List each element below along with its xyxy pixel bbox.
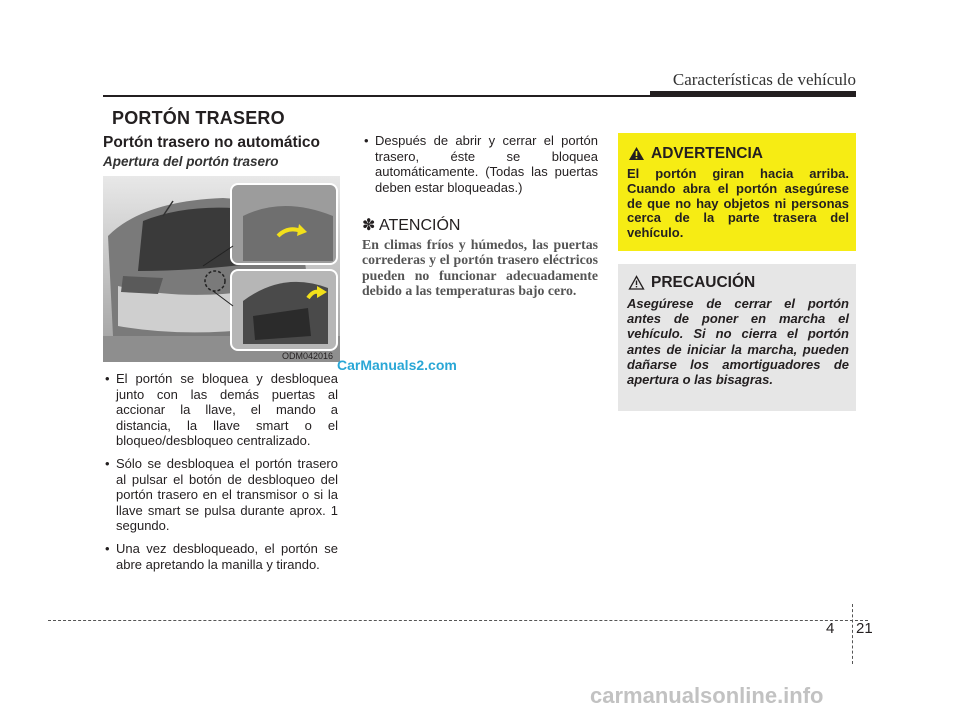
section-title: PORTÓN TRASERO bbox=[112, 108, 285, 128]
caution-body: Asegúrese de cerrar el portón antes de poner en marcha el vehículo. Si no cierra el portón antes de iniciar la marcha, pueden dañarse los amortiguadores de apertura o las bisagras. bbox=[627, 296, 849, 388]
watermark-footer: carmanualsonline.info bbox=[590, 683, 824, 708]
list-item: • Una vez desbloqueado, el portón se abre apretando la manilla y tirando. bbox=[103, 541, 338, 572]
caution-title: PRECAUCIÓN bbox=[651, 274, 756, 291]
tailgate-illustration bbox=[103, 176, 340, 362]
subsection-title: Portón trasero no automático bbox=[103, 134, 321, 151]
warning-icon bbox=[628, 146, 645, 161]
page-number: 21 bbox=[856, 620, 873, 637]
warning-body: El portón giran hacia arriba. Cuando abra el portón asegúrese de que no hay objetos ni personas cerca de la parte trasera del vehículo. bbox=[627, 166, 849, 241]
header-rule-accent bbox=[650, 91, 856, 97]
list-item: • El portón se bloquea y desbloquea junto con las demás puertas al accionar la llave, el mando a distancia, la llave smart o el bloqueo/desbloqueo centralizado. bbox=[103, 371, 338, 449]
chapter-number: 4 bbox=[826, 620, 835, 637]
subsection-subtitle: Apertura del portón trasero bbox=[103, 154, 279, 169]
watermark-link[interactable]: CarManuals2.com bbox=[337, 357, 457, 373]
left-bullet-list bbox=[103, 371, 338, 579]
list-item: • Después de abrir y cerrar el portón trasero, éste se bloquea automáticamente. (Todas las puertas deben estar bloqueadas.) bbox=[362, 133, 598, 195]
attention-body: En climas fríos y húmedos, las puertas correderas y el portón trasero eléctricos pueden no funcionar adecuadamente debido a las temperaturas bajo cero. bbox=[362, 237, 598, 298]
car-rear-image bbox=[103, 176, 340, 362]
footer-rule bbox=[48, 620, 868, 621]
running-header: Características de vehículo bbox=[672, 70, 856, 89]
caution-icon bbox=[628, 275, 645, 290]
list-item: • Sólo se desbloquea el portón trasero al pulsar el botón de desbloqueo del portón trasero en el transmisor o si la llave smart se pulsa durante aprox. 1 segundo. bbox=[103, 456, 338, 534]
warning-title: ADVERTENCIA bbox=[651, 145, 763, 162]
middle-bullet-list bbox=[362, 133, 598, 202]
figure-code: ODM042016 bbox=[282, 351, 334, 361]
footer-divider bbox=[852, 604, 853, 664]
attention-title: ✽ ATENCIÓN bbox=[362, 217, 461, 234]
